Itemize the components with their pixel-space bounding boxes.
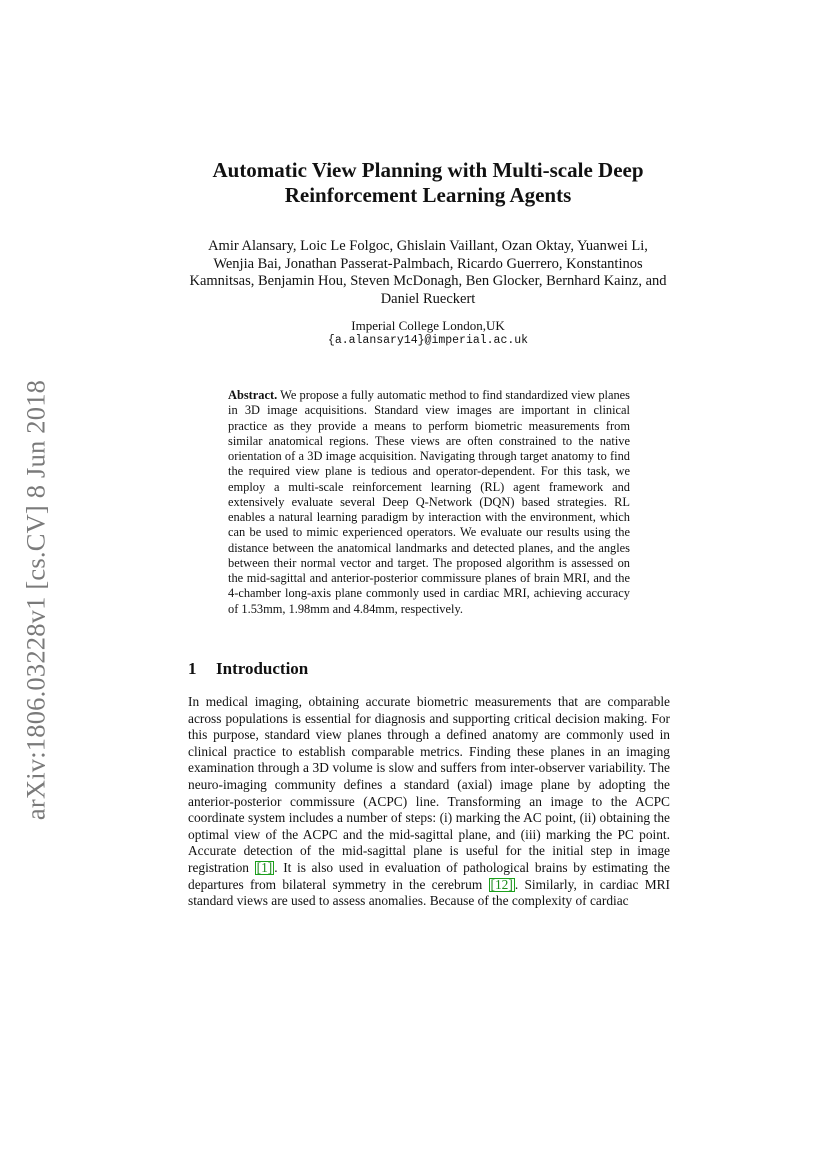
intro-text-part-1: In medical imaging, obtaining accurate biometric measurements that are comparable across populations is essential for diagnosis and supporting critical decision making. For this purpose, standard view planes through a defined anatomy are commonly used in clinical practice to establish comparable metrics. Finding these planes in an imaging examination through a 3D volume is slow and suffers from inter-observer variability. The neuro-imaging community defines a standard (axial) image plane by adopting the anterior-posterior commissure (ACPC) line. Transforming an image to the ACPC coordinate system includes a number of steps: (i) marking the AC point, (ii) obtaining the optimal view of the ACPC and the mid-sagittal plane, and (iii) marking the PC point. Accurate detection of the mid-sagittal plane is useful for the initial step in image registration [188, 694, 670, 875]
abstract-text: We propose a fully automatic method to find standardized view planes in 3D image acquisitions. Standard view images are important in clinical practice as they provide a means to perform biometric measurements from similar anatomical regions. These views are often constrained to the native orientation of a 3D image acquisition. Navigating through target anatomy to find the required view plane is tedious and operator-dependent. For this task, we employ a multi-scale reinforcement learning (RL) agent framework and extensively evaluate several Deep Q-Network (DQN) based strategies. RL enables a natural learning paradigm by interaction with the environment, which can be used to mimic experienced operators. We evaluate our results using the distance between the anatomical landmarks and detected planes, and the angles between their normal vector and target. The proposed algorithm is assessed on the mid-sagittal and anterior-posterior commissure planes of brain MRI, and the 4-chamber long-axis plane commonly used in cardiac MRI, achieving accuracy of 1.53mm, 1.98mm and 4.84mm, respectively. [228, 388, 631, 616]
arxiv-identifier-stamp[interactable]: arXiv:1806.03228v1 [cs.CV] 8 Jun 2018 [20, 379, 51, 821]
abstract-label: Abstract. [228, 388, 278, 402]
introduction-paragraph [188, 694, 670, 910]
contact-email[interactable]: {a.alansary14}@imperial.ac.uk [327, 334, 529, 347]
citation-link-12[interactable]: [12] [490, 876, 513, 892]
section-number: 1 [188, 659, 197, 678]
author-list: Amir Alansary, Loic Le Folgoc, Ghislain Vaillant, Ozan Oktay, Yuanwei Li, Wenjia Bai, Jonathan Passerat-Palmbach, Ricardo Guerrero, Konstantinos Kamnitsas, Benjamin Hou, Steven McDonagh, Ben Glocker, Bernhard Kainz, and Daniel Rueckert [189, 238, 667, 307]
section-title: Introduction [216, 659, 309, 678]
abstract-block [228, 388, 630, 617]
citation-link-1[interactable]: [1] [256, 859, 273, 875]
intro-text-part-3: . Similarly, in cardiac MRI standard views are used to assess anomalies. Because of the complexity of cardiac [188, 876, 671, 909]
affiliation: Imperial College London,UK [351, 318, 505, 333]
intro-text-part-2: . It is also used in evaluation of pathological brains by estimating the departures from bilateral symmetry in the cerebrum [188, 859, 670, 892]
section-heading-introduction [188, 659, 668, 679]
paper-title: Automatic View Planning with Multi-scale Deep Reinforcement Learning Agents [212, 158, 644, 207]
